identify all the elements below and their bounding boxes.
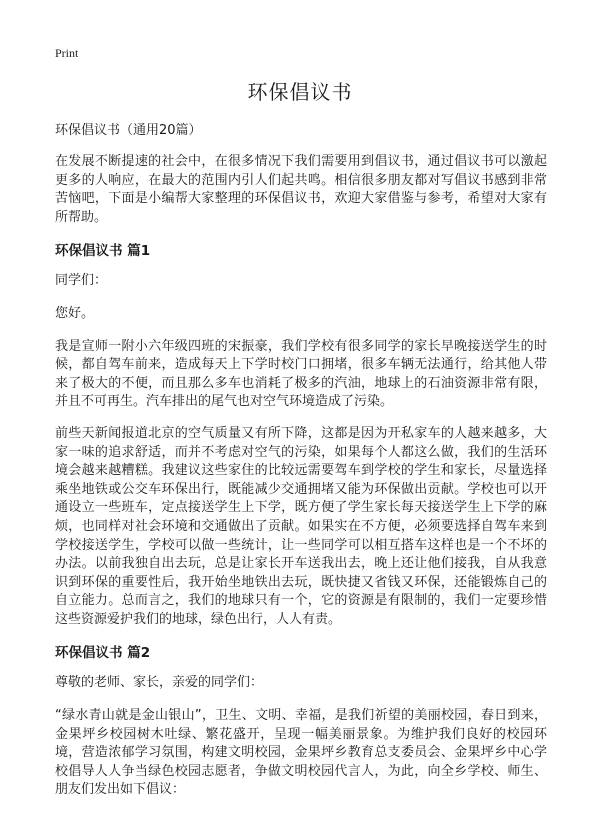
intro-paragraph: 在发展不断提速的社会中，在很多情况下我们需要用到倡议书，通过倡议书可以激起更多的人响应，在最大的范围内引人们起共鸣。相信很多朋友都对写倡议书感到非常苦恼吧，下面是小编帮大家整理的环保倡议书，欢迎大家借鉴与参考，希望对大家有所帮助。 xyxy=(55,154,547,225)
salutation: 尊敬的老师、家长，亲爱的同学们： xyxy=(55,675,264,691)
print-link[interactable]: Print xyxy=(55,46,79,60)
section-2 xyxy=(55,644,547,800)
section-heading: 环保倡议书 篇1 xyxy=(55,243,151,260)
body-paragraph: 我是宣师一附小六年级四班的宋振豪，我们学校有很多同学的家长早晚接送学生的时候，都自驾车前来，造成每天上下学时校门口拥堵，很多车辆无法通行，给其他人带来了极大的不便，而且那么多车也消耗了极多的汽油，地球上的石油资源非常有限，并且不可再生。汽车排出的尾气也对空气环境造成了污染。 xyxy=(55,338,547,410)
document-body xyxy=(55,122,547,813)
body-paragraph: “绿水青山就是金山银山”，卫生、文明、幸福，是我们祈望的美丽校园，春日到来，金果坪乡校园树木吐绿、繁花盛开，呈现一幅美丽景象。为维护我们良好的校园环境，营造浓郁学习氛围，构建文明校园，金果坪乡教育总支委员会、金果坪乡中心学校倡导人人争当绿色校园志愿者，争做文明校园代言人，为此，向全乡学校、师生、朋友们发出如下倡议： xyxy=(55,708,547,798)
section-heading: 环保倡议书 篇2 xyxy=(55,645,151,662)
section-1 xyxy=(55,242,547,629)
page-title: 环保倡议书 xyxy=(247,80,353,104)
document-subtitle: 环保倡议书（通用20篇） xyxy=(55,123,202,138)
salutation: 同学们： xyxy=(55,273,108,289)
body-paragraph: 前些天新闻报道北京的空气质量又有所下降，这都是因为开私家车的人越来越多，大家一味的追求舒适，而并不考虑对空气的污染，如果每个人都这么做，我们的生活环境会越来越糟糕。我建议这些家住的比较远需要驾车到学校的学生和家长，尽量选择乘坐地铁或公交车环保出行，既能减少交通拥堵又能为环保做出贡献。学校也可以开通设立一些班车，定点接送学生上下学，既方便了学生家长每天接送学生上下学的麻烦，也同样对社会环境和交通做出了贡献。如果实在不方便，必须要选择自驾车来到学校接送学生，学校可以做一些统计，让一些同学可以相互搭车这样也是一个不坏的办法。以前我独自出去玩，总是让家长开车送我出去，晚上还让他们接我，自从我意识到环保的重要性后，我开始坐地铁出去玩，既快捷又省钱又环保，还能锻炼自己的自立能力。总而言之，我们的地球只有一个，它的资源是有限制的，我们一定要珍惜这些资源爱护我们的地球，绿色出行，人人有责。 xyxy=(55,425,547,627)
greeting: 您好。 xyxy=(55,305,95,321)
